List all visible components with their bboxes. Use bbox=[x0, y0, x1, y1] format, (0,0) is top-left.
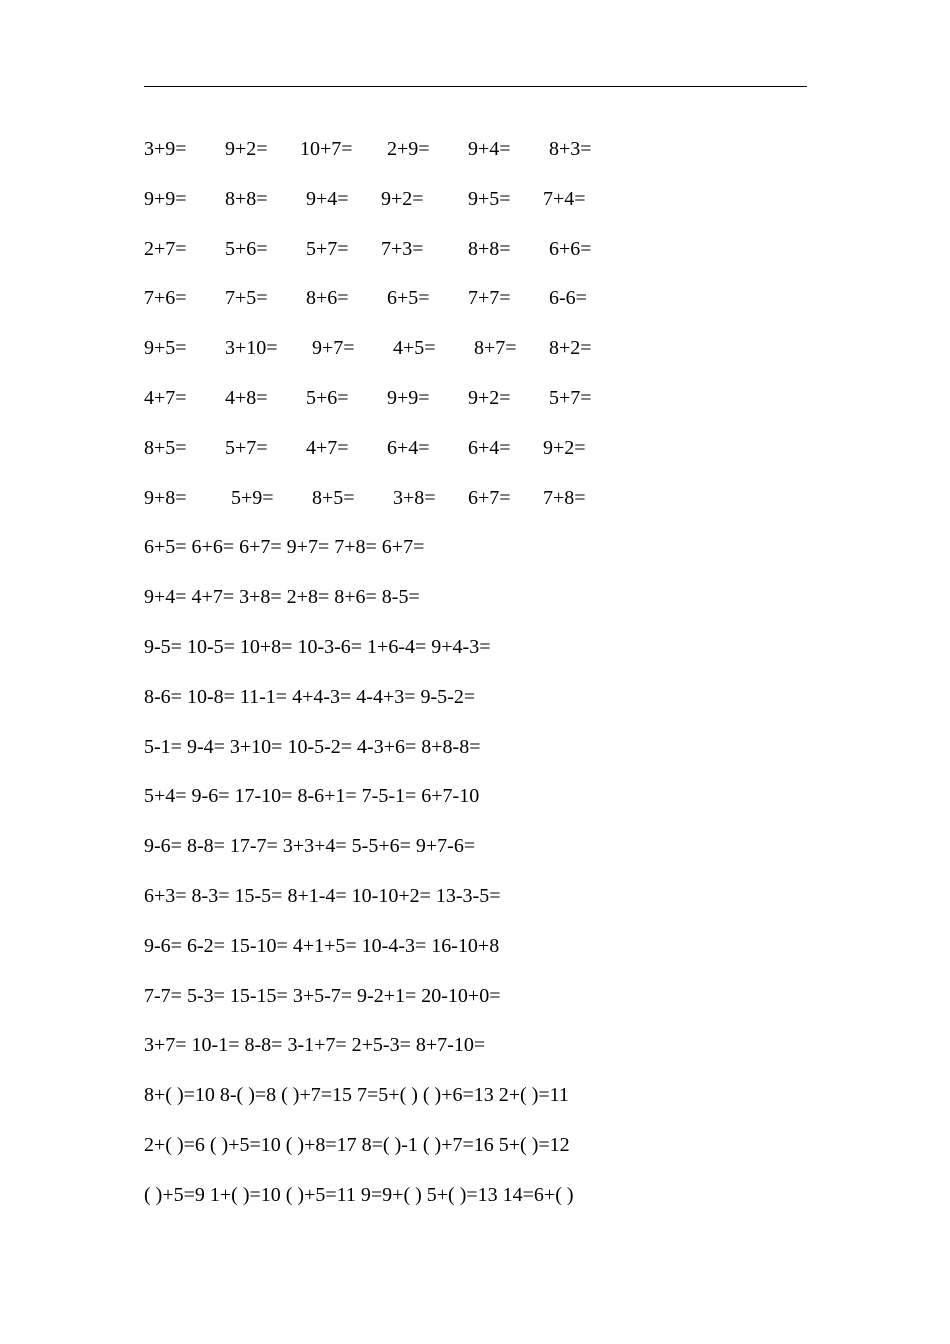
problem: 7+7= bbox=[468, 287, 511, 310]
problem: 9+2= bbox=[225, 138, 268, 160]
problem-line-text: 8-6= 10-8= 11-1= 4+4-3= 4-4+3= 9-5-2= bbox=[144, 685, 476, 708]
problem: 6-6= bbox=[549, 287, 587, 310]
problem-row bbox=[144, 335, 824, 385]
problem-row bbox=[144, 385, 824, 435]
problem: 9+9= bbox=[144, 187, 187, 210]
problem: 5+7= bbox=[549, 386, 592, 409]
problem: 8+6= bbox=[306, 287, 349, 310]
problem: 9+4= bbox=[468, 138, 511, 160]
problem: 6+7= bbox=[468, 486, 511, 509]
problem: 6+4= bbox=[387, 436, 430, 459]
problem-line-text: 6+3= 8-3= 15-5= 8+1-4= 10-10+2= 13-3-5= bbox=[144, 884, 501, 907]
problem: 7+5= bbox=[225, 287, 268, 310]
problem-line-text: 3+7= 10-1= 8-8= 3-1+7= 2+5-3= 8+7-10= bbox=[144, 1034, 486, 1057]
problem-line-text: 5-1= 9-4= 3+10= 10-5-2= 4-3+6= 8+8-8= bbox=[144, 735, 481, 758]
problem-line bbox=[144, 684, 824, 734]
problem-line bbox=[144, 933, 824, 983]
problem: 8+8= bbox=[225, 187, 268, 210]
problem: 5+7= bbox=[306, 237, 349, 260]
problem: 9+2= bbox=[381, 187, 424, 210]
problem: 9+5= bbox=[468, 187, 511, 210]
problem: 10+7= bbox=[300, 138, 353, 160]
problem-row bbox=[144, 186, 824, 236]
worksheet bbox=[144, 136, 824, 1232]
fill-blank-line bbox=[144, 1182, 824, 1232]
header-rule bbox=[144, 86, 807, 87]
problem-line-text: 7-7= 5-3= 15-15= 3+5-7= 9-2+1= 20-10+0= bbox=[144, 984, 501, 1007]
fill-blank-line-text: 2+( )=6 ( )+5=10 ( )+8=17 8=( )-1 ( )+7=16 5+( )=12 bbox=[144, 1133, 570, 1156]
problem: 4+5= bbox=[393, 337, 436, 360]
problem-row bbox=[144, 136, 824, 186]
problem-line bbox=[144, 783, 824, 833]
problem: 8+3= bbox=[549, 138, 592, 160]
problem-row bbox=[144, 485, 824, 535]
problem-line-text: 9-5= 10-5= 10+8= 10-3-6= 1+6-4= 9+4-3= bbox=[144, 635, 491, 658]
problem: 8+8= bbox=[468, 237, 511, 260]
problem: 4+7= bbox=[144, 386, 187, 409]
problem: 5+6= bbox=[306, 386, 349, 409]
problem-row bbox=[144, 435, 824, 485]
problem: 4+7= bbox=[306, 436, 349, 459]
problem: 6+4= bbox=[468, 436, 511, 459]
problem-line bbox=[144, 1032, 824, 1082]
problem: 9+9= bbox=[387, 386, 430, 409]
problem: 2+7= bbox=[144, 237, 187, 260]
problem-line bbox=[144, 734, 824, 784]
problem: 8+2= bbox=[549, 337, 592, 360]
problem: 7+6= bbox=[144, 287, 187, 310]
problem: 9+7= bbox=[312, 337, 355, 360]
problem-line bbox=[144, 584, 824, 634]
problem: 6+6= bbox=[549, 237, 592, 260]
problem-line-text: 6+5= 6+6= 6+7= 9+7= 7+8= 6+7= bbox=[144, 536, 425, 559]
problem: 8+5= bbox=[144, 436, 187, 459]
problem-line bbox=[144, 883, 824, 933]
problem: 5+9= bbox=[231, 486, 274, 509]
fill-blank-line bbox=[144, 1082, 824, 1132]
fill-blank-line-text: ( )+5=9 1+( )=10 ( )+5=11 9=9+( ) 5+( )=13 14=6+( ) bbox=[144, 1183, 574, 1206]
problem: 3+10= bbox=[225, 337, 278, 360]
problem: 9+8= bbox=[144, 486, 187, 509]
fill-blank-line-text: 8+( )=10 8-( )=8 ( )+7=15 7=5+( ) ( )+6=13 2+( )=11 bbox=[144, 1084, 569, 1107]
problem-line-text: 9-6= 6-2= 15-10= 4+1+5= 10-4-3= 16-10+8 bbox=[144, 934, 500, 957]
problem: 9+2= bbox=[543, 436, 586, 459]
problem-line bbox=[144, 534, 824, 584]
problem: 5+6= bbox=[225, 237, 268, 260]
problem-row bbox=[144, 285, 824, 335]
problem-line bbox=[144, 833, 824, 883]
problem: 8+5= bbox=[312, 486, 355, 509]
problem: 6+5= bbox=[387, 287, 430, 310]
problem-row bbox=[144, 236, 824, 286]
problem-line bbox=[144, 983, 824, 1033]
problem: 8+7= bbox=[474, 337, 517, 360]
problem: 3+9= bbox=[144, 138, 187, 160]
problem: 3+8= bbox=[393, 486, 436, 509]
problem: 9+4= bbox=[306, 187, 349, 210]
problem: 7+4= bbox=[543, 187, 586, 210]
problem: 4+8= bbox=[225, 386, 268, 409]
problem-line-text: 9+4= 4+7= 3+8= 2+8= 8+6= 8-5= bbox=[144, 586, 420, 609]
problem: 7+8= bbox=[543, 486, 586, 509]
problem: 7+3= bbox=[381, 237, 424, 260]
problem-line bbox=[144, 634, 824, 684]
problem-line-text: 9-6= 8-8= 17-7= 3+3+4= 5-5+6= 9+7-6= bbox=[144, 835, 476, 858]
problem: 2+9= bbox=[387, 138, 430, 160]
problem: 9+2= bbox=[468, 386, 511, 409]
problem-line-text: 5+4= 9-6= 17-10= 8-6+1= 7-5-1= 6+7-10 bbox=[144, 785, 480, 808]
fill-blank-line bbox=[144, 1132, 824, 1182]
problem: 9+5= bbox=[144, 337, 187, 360]
problem: 5+7= bbox=[225, 436, 268, 459]
